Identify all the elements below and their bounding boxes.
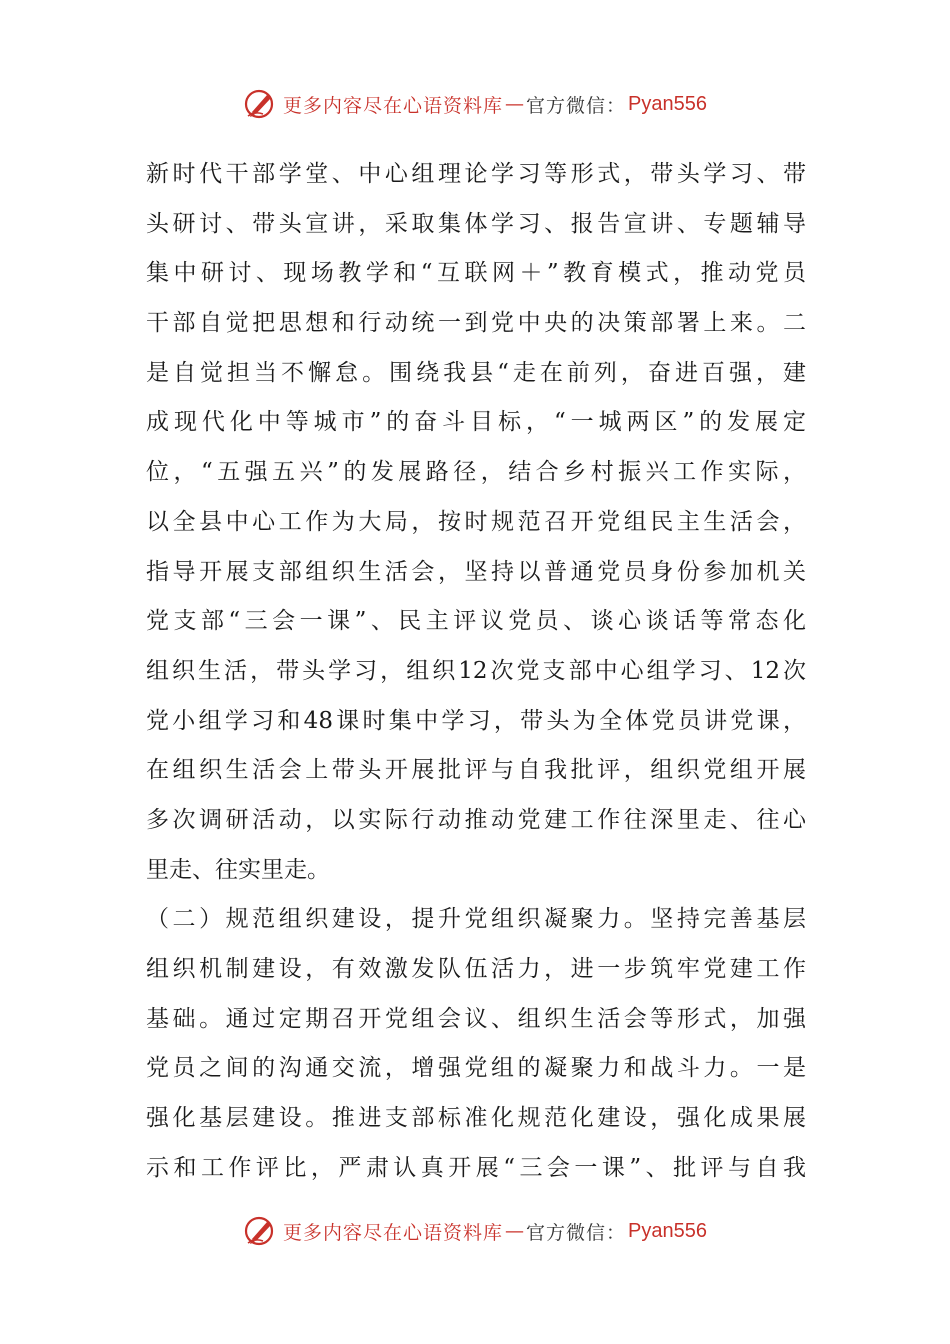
text-line: 示和工作评比，严肃认真开展“三会一课”、批评与自我 — [146, 1154, 806, 1181]
text-line: 成现代化中等城市”的奋斗目标，“一城两区”的发展定 — [146, 409, 806, 436]
text-line: 组织机制建设，有效激发队伍活力，进一步筑牢党建工作 — [146, 956, 806, 982]
header-banner — [0, 84, 950, 124]
text-line: 位，“五强五兴”的发展路径，结合乡村振兴工作实际， — [146, 459, 806, 486]
text-line: 是自觉担当不懈怠。围绕我县“走在前列，奋进百强，建 — [146, 359, 806, 386]
text-line: 集中研讨、现场教学和“互联网＋”教育模式，推动党员 — [146, 260, 806, 287]
banner-wechat-label: 官方微信： — [526, 94, 627, 117]
text-line: 组织生活，带头学习，组织12次党支部中心组学习、12次 — [146, 657, 806, 684]
banner-main-text: 更多内容尽在心语资料库 — [283, 1221, 504, 1244]
text-line: 以全县中心工作为大局，按时规范召开党组民主生活会， — [146, 508, 806, 535]
text-line: 党员之间的沟通交流，增强党组的凝聚力和战斗力。一是 — [146, 1055, 806, 1082]
pen-logo-icon — [243, 1214, 277, 1248]
text-line: 干部自觉把思想和行动统一到党中央的决策部署上来。二 — [146, 310, 806, 337]
text-line: 指导开展支部组织生活会，坚持以普通党员身份参加机关 — [146, 558, 806, 585]
banner-separator: — — [505, 1220, 525, 1242]
banner-separator: — — [505, 93, 525, 115]
document-body — [146, 150, 806, 1193]
text-line: 强化基层建设。推进支部标准化规范化建设，强化成果展 — [146, 1105, 806, 1132]
banner-main-text: 更多内容尽在心语资料库 — [283, 94, 504, 117]
text-line: 党支部“三会一课”、民主评议党员、谈心谈话等常态化 — [146, 608, 806, 635]
banner-wechat-id: Pyan556 — [628, 92, 707, 115]
text-line: 新时代干部学堂、中心组理论学习等形式，带头学习、带 — [146, 161, 806, 187]
text-line: （二）规范组织建设，提升党组织凝聚力。坚持完善基层 — [146, 906, 806, 933]
text-line: 头研讨、带头宣讲，采取集体学习、报告宣讲、专题辅导 — [146, 210, 806, 237]
text-line: 多次调研活动，以实际行动推动党建工作往深里走、往心 — [146, 806, 806, 833]
banner-wechat-id: Pyan556 — [628, 1219, 707, 1242]
pen-logo-icon — [243, 87, 277, 121]
text-line: 党小组学习和48课时集中学习，带头为全体党员讲党课， — [146, 707, 806, 734]
banner-wechat-label: 官方微信： — [526, 1221, 627, 1244]
text-line: 基础。通过定期召开党组会议、组织生活会等形式，加强 — [146, 1005, 806, 1032]
text-line: 里走、往实里走。 — [146, 856, 330, 883]
text-line: 在组织生活会上带头开展批评与自我批评，组织党组开展 — [146, 757, 806, 784]
footer-banner — [0, 1211, 950, 1251]
